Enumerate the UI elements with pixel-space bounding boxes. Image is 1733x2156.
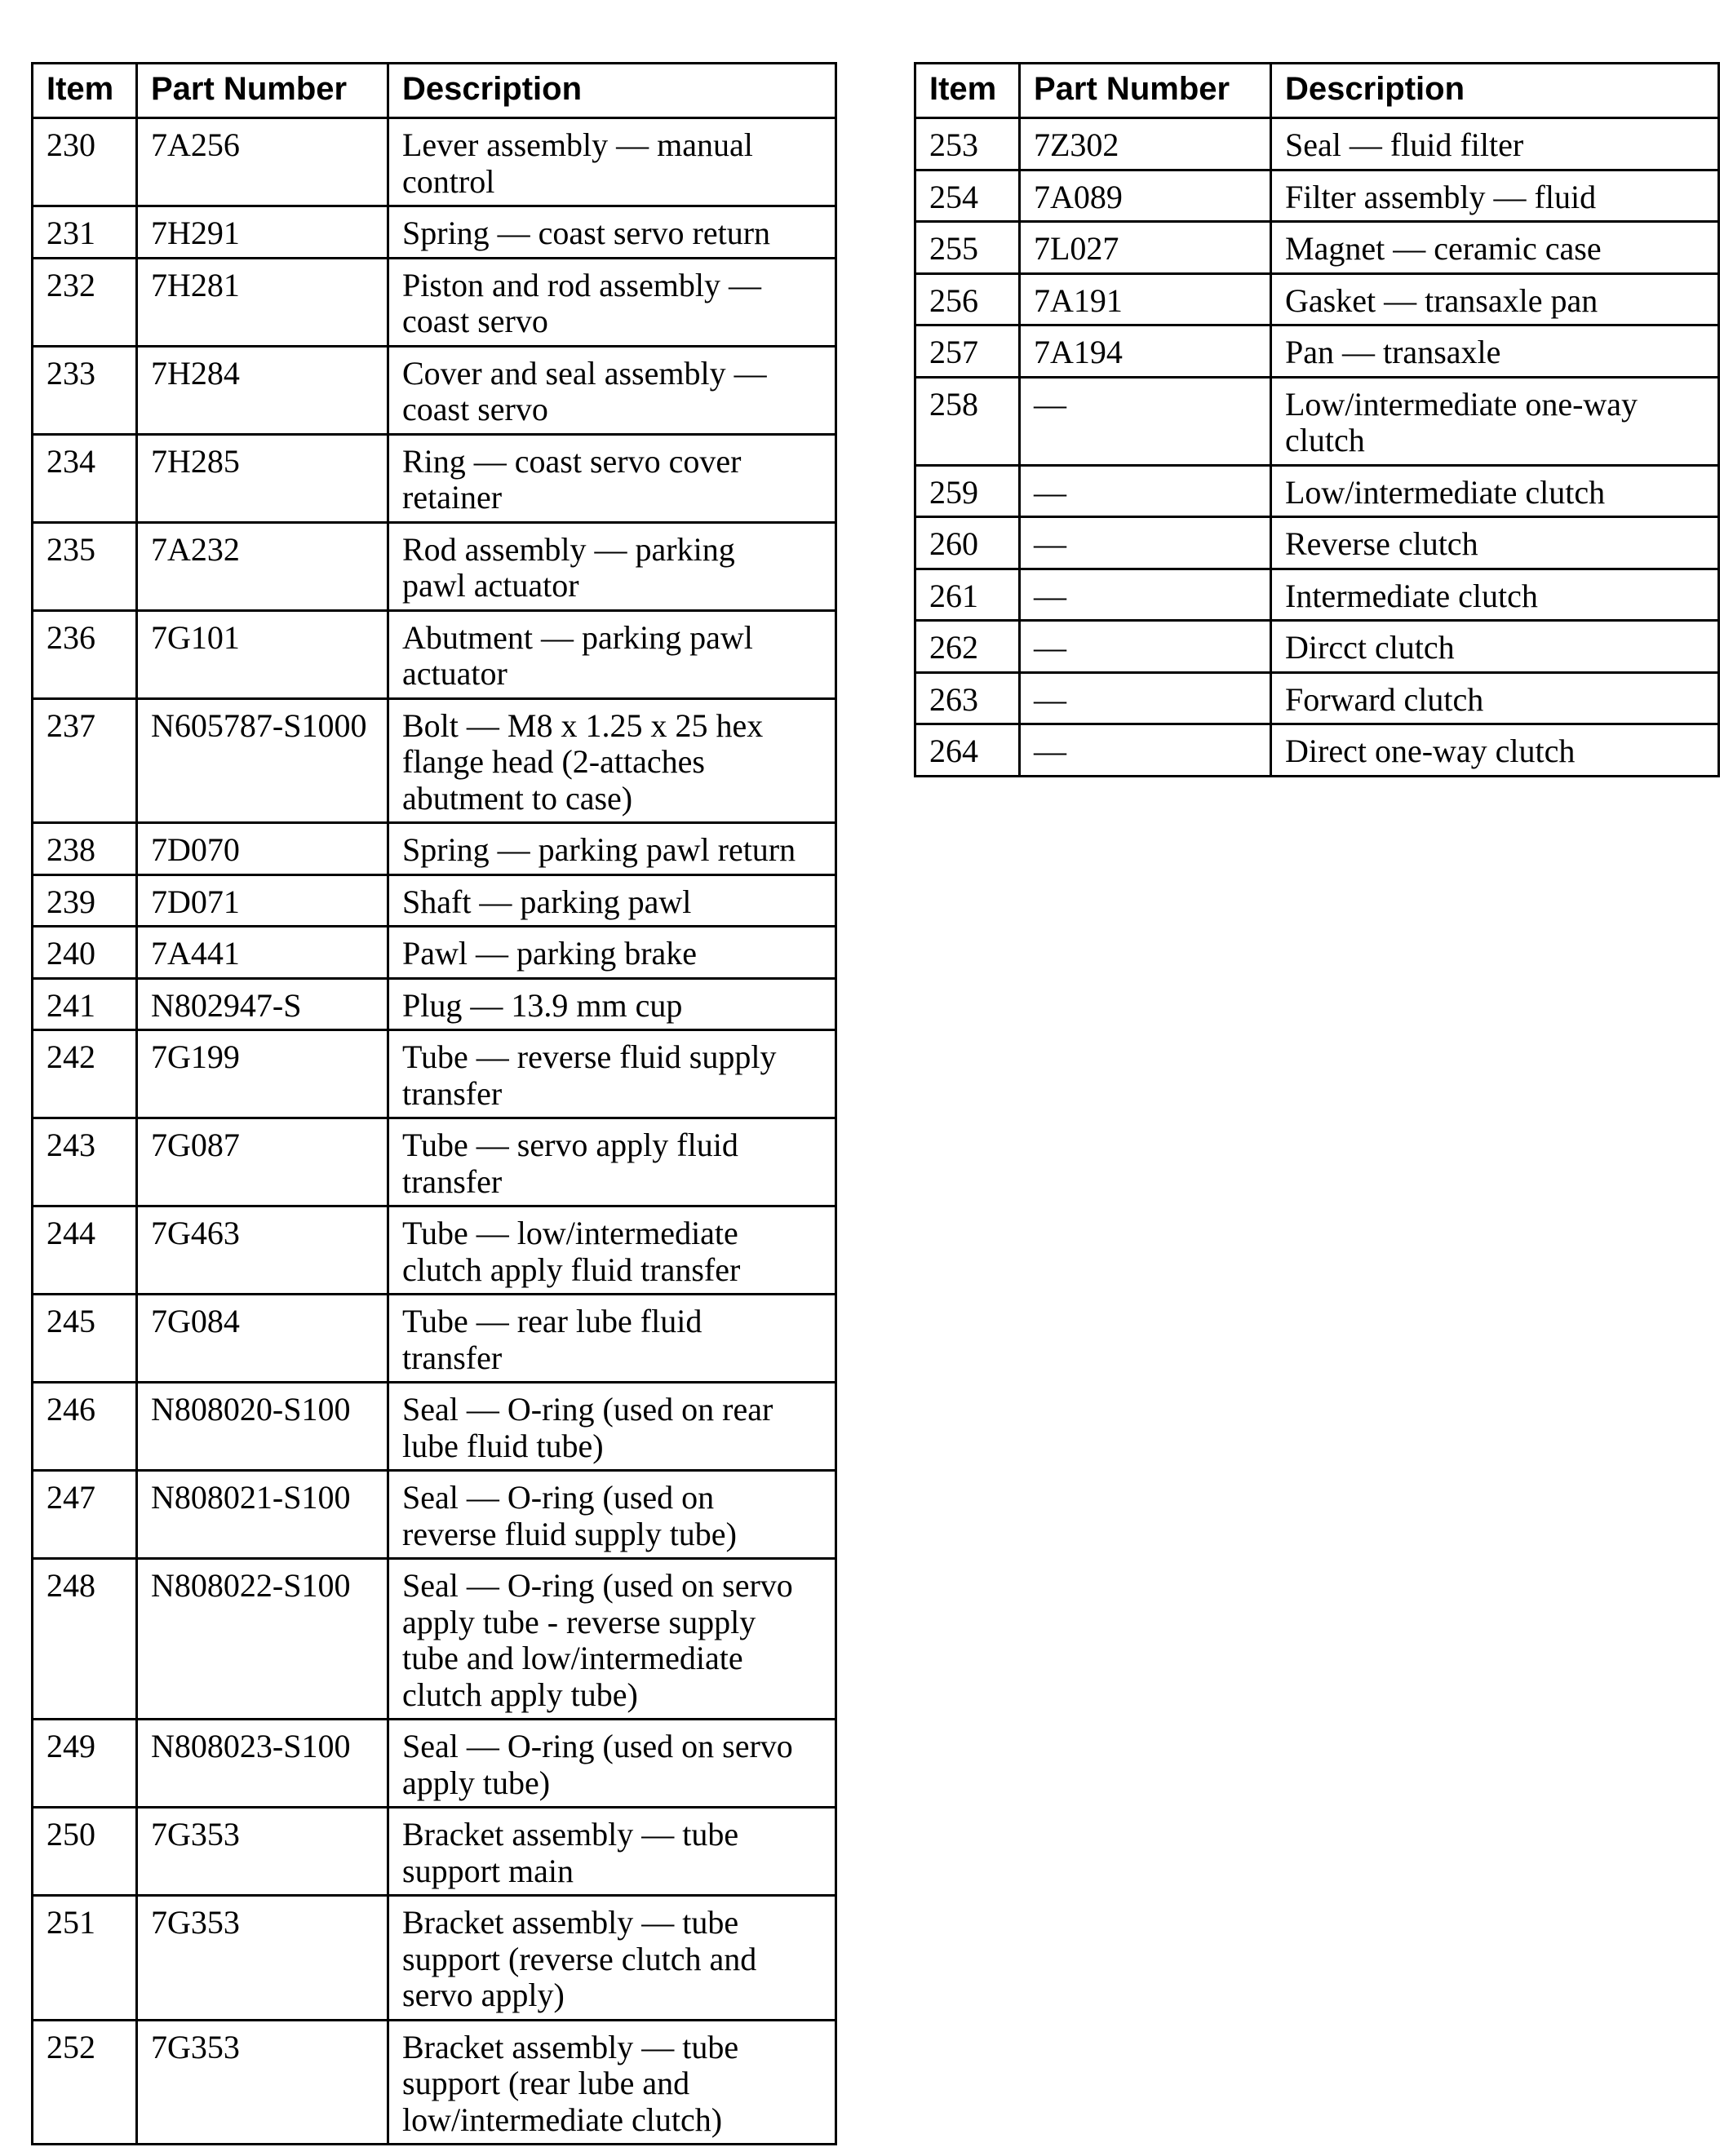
description-cell: Ring — coast servo cover retainer	[388, 434, 836, 522]
description-cell: Tube — servo apply fluid transfer	[388, 1118, 836, 1206]
table-row	[33, 1559, 836, 1720]
item-cell: 241	[33, 978, 137, 1030]
item-cell: 240	[33, 927, 137, 979]
part-number-cell: 7A194	[1020, 325, 1271, 378]
item-cell: 264	[915, 724, 1020, 777]
header-row	[33, 64, 836, 118]
table-row	[915, 118, 1719, 170]
description-cell: Spring — parking pawl return	[388, 823, 836, 875]
description-cell: Seal — O-ring (used on servo apply tube - reverse supply tube and low/intermediate clutch apply tube)	[388, 1559, 836, 1720]
part-number-cell: N808020-S100	[137, 1383, 388, 1471]
table-row	[33, 1030, 836, 1118]
table-row	[33, 1206, 836, 1295]
description-cell: Gasket — transaxle pan	[1271, 273, 1719, 325]
description-cell: Tube — rear lube fluid transfer	[388, 1295, 836, 1383]
item-cell: 238	[33, 823, 137, 875]
description-cell: Seal — O-ring (used on rear lube fluid tube)	[388, 1383, 836, 1471]
part-number-cell: —	[1020, 377, 1271, 465]
table-row	[33, 823, 836, 875]
column-header-item: Item	[33, 64, 137, 118]
part-number-cell: —	[1020, 569, 1271, 621]
parts-table-left-body	[33, 118, 836, 2145]
column-header-description: Description	[1271, 64, 1719, 118]
item-cell: 244	[33, 1206, 137, 1295]
table-row	[915, 170, 1719, 222]
part-number-cell: 7D071	[137, 874, 388, 927]
item-cell: 261	[915, 569, 1020, 621]
item-cell: 248	[33, 1559, 137, 1720]
item-cell: 230	[33, 118, 137, 206]
part-number-cell: N802947-S	[137, 978, 388, 1030]
table-row	[33, 522, 836, 610]
table-row	[33, 1896, 836, 2021]
description-cell: Tube — reverse fluid supply transfer	[388, 1030, 836, 1118]
item-cell: 237	[33, 698, 137, 823]
part-number-cell: —	[1020, 465, 1271, 517]
item-cell: 259	[915, 465, 1020, 517]
table-row	[33, 698, 836, 823]
part-number-cell: 7A191	[1020, 273, 1271, 325]
description-cell: Shaft — parking pawl	[388, 874, 836, 927]
part-number-cell: —	[1020, 621, 1271, 673]
table-row	[33, 434, 836, 522]
item-cell: 236	[33, 610, 137, 698]
part-number-cell: 7H291	[137, 206, 388, 259]
item-cell: 263	[915, 672, 1020, 724]
description-cell: Low/intermediate one-way clutch	[1271, 377, 1719, 465]
description-cell: Abutment — parking pawl actuator	[388, 610, 836, 698]
table-row	[915, 465, 1719, 517]
table-row	[915, 672, 1719, 724]
part-number-cell: N605787-S1000	[137, 698, 388, 823]
table-row	[33, 1118, 836, 1206]
part-number-cell: —	[1020, 672, 1271, 724]
table-row	[915, 517, 1719, 569]
part-number-cell: 7A089	[1020, 170, 1271, 222]
table-row	[915, 621, 1719, 673]
table-row	[33, 2020, 836, 2145]
description-cell: Intermediate clutch	[1271, 569, 1719, 621]
table-row	[915, 325, 1719, 378]
part-number-cell: N808022-S100	[137, 1559, 388, 1720]
table-row	[33, 346, 836, 434]
description-cell: Bracket assembly — tube support (rear lube and low/intermediate clutch)	[388, 2020, 836, 2145]
table-row	[33, 206, 836, 259]
item-cell: 254	[915, 170, 1020, 222]
part-number-cell: 7G087	[137, 1118, 388, 1206]
column-header-part-number: Part Number	[1020, 64, 1271, 118]
part-number-cell: 7G353	[137, 1896, 388, 2021]
item-cell: 255	[915, 222, 1020, 274]
table-row	[915, 569, 1719, 621]
item-cell: 258	[915, 377, 1020, 465]
description-cell: Bolt — M8 x 1.25 x 25 hex flange head (2-attaches abutment to case)	[388, 698, 836, 823]
part-number-cell: —	[1020, 517, 1271, 569]
part-number-cell: 7G353	[137, 1808, 388, 1896]
item-cell: 245	[33, 1295, 137, 1383]
table-row	[33, 927, 836, 979]
item-cell: 249	[33, 1720, 137, 1808]
description-cell: Lever assembly — manual control	[388, 118, 836, 206]
table-row	[915, 273, 1719, 325]
description-cell: Low/intermediate clutch	[1271, 465, 1719, 517]
part-number-cell: 7H284	[137, 346, 388, 434]
item-cell: 260	[915, 517, 1020, 569]
header-row	[915, 64, 1719, 118]
description-cell: Filter assembly — fluid	[1271, 170, 1719, 222]
item-cell: 262	[915, 621, 1020, 673]
part-number-cell: 7D070	[137, 823, 388, 875]
parts-table-left	[31, 62, 837, 2145]
description-cell: Pan — transaxle	[1271, 325, 1719, 378]
description-cell: Forward clutch	[1271, 672, 1719, 724]
item-cell: 247	[33, 1471, 137, 1559]
description-cell: Tube — low/intermediate clutch apply fluid transfer	[388, 1206, 836, 1295]
description-cell: Magnet — ceramic case	[1271, 222, 1719, 274]
description-cell: Seal — fluid filter	[1271, 118, 1719, 170]
item-cell: 251	[33, 1896, 137, 2021]
table-row	[33, 1295, 836, 1383]
description-cell: Seal — O-ring (used on servo apply tube)	[388, 1720, 836, 1808]
table-row	[33, 610, 836, 698]
description-cell: Bracket assembly — tube support (reverse clutch and servo apply)	[388, 1896, 836, 2021]
description-cell: Pawl — parking brake	[388, 927, 836, 979]
part-number-cell: 7H281	[137, 258, 388, 346]
description-cell: Direct one-way clutch	[1271, 724, 1719, 777]
table-row	[915, 377, 1719, 465]
item-cell: 231	[33, 206, 137, 259]
part-number-cell: 7G084	[137, 1295, 388, 1383]
item-cell: 232	[33, 258, 137, 346]
description-cell: Reverse clutch	[1271, 517, 1719, 569]
part-number-cell: 7G463	[137, 1206, 388, 1295]
part-number-cell: 7A441	[137, 927, 388, 979]
table-row	[33, 1471, 836, 1559]
item-cell: 235	[33, 522, 137, 610]
item-cell: 250	[33, 1808, 137, 1896]
description-cell: Rod assembly — parking pawl actuator	[388, 522, 836, 610]
description-cell: Cover and seal assembly — coast servo	[388, 346, 836, 434]
part-number-cell: 7H285	[137, 434, 388, 522]
description-cell: Bracket assembly — tube support main	[388, 1808, 836, 1896]
part-number-cell: 7A256	[137, 118, 388, 206]
item-cell: 233	[33, 346, 137, 434]
description-cell: Piston and rod assembly — coast servo	[388, 258, 836, 346]
part-number-cell: 7G353	[137, 2020, 388, 2145]
table-row	[33, 1808, 836, 1896]
column-header-description: Description	[388, 64, 836, 118]
part-number-cell: 7A232	[137, 522, 388, 610]
table-row	[915, 222, 1719, 274]
description-cell: Spring — coast servo return	[388, 206, 836, 259]
item-cell: 243	[33, 1118, 137, 1206]
part-number-cell: 7G199	[137, 1030, 388, 1118]
part-number-cell: 7L027	[1020, 222, 1271, 274]
item-cell: 246	[33, 1383, 137, 1471]
table-row	[33, 1720, 836, 1808]
part-number-cell: N808021-S100	[137, 1471, 388, 1559]
table-row	[33, 1383, 836, 1471]
item-cell: 252	[33, 2020, 137, 2145]
table-row	[33, 874, 836, 927]
column-header-part-number: Part Number	[137, 64, 388, 118]
table-row	[915, 724, 1719, 777]
parts-table-right-body	[915, 118, 1719, 777]
item-cell: 256	[915, 273, 1020, 325]
item-cell: 257	[915, 325, 1020, 378]
item-cell: 242	[33, 1030, 137, 1118]
table-row	[33, 258, 836, 346]
description-cell: Plug — 13.9 mm cup	[388, 978, 836, 1030]
part-number-cell: 7Z302	[1020, 118, 1271, 170]
item-cell: 234	[33, 434, 137, 522]
item-cell: 239	[33, 874, 137, 927]
parts-table-right	[914, 62, 1720, 777]
part-number-cell: N808023-S100	[137, 1720, 388, 1808]
part-number-cell: 7G101	[137, 610, 388, 698]
table-row	[33, 978, 836, 1030]
description-cell: Dircct clutch	[1271, 621, 1719, 673]
description-cell: Seal — O-ring (used on reverse fluid supply tube)	[388, 1471, 836, 1559]
column-header-item: Item	[915, 64, 1020, 118]
part-number-cell: —	[1020, 724, 1271, 777]
table-row	[33, 118, 836, 206]
item-cell: 253	[915, 118, 1020, 170]
